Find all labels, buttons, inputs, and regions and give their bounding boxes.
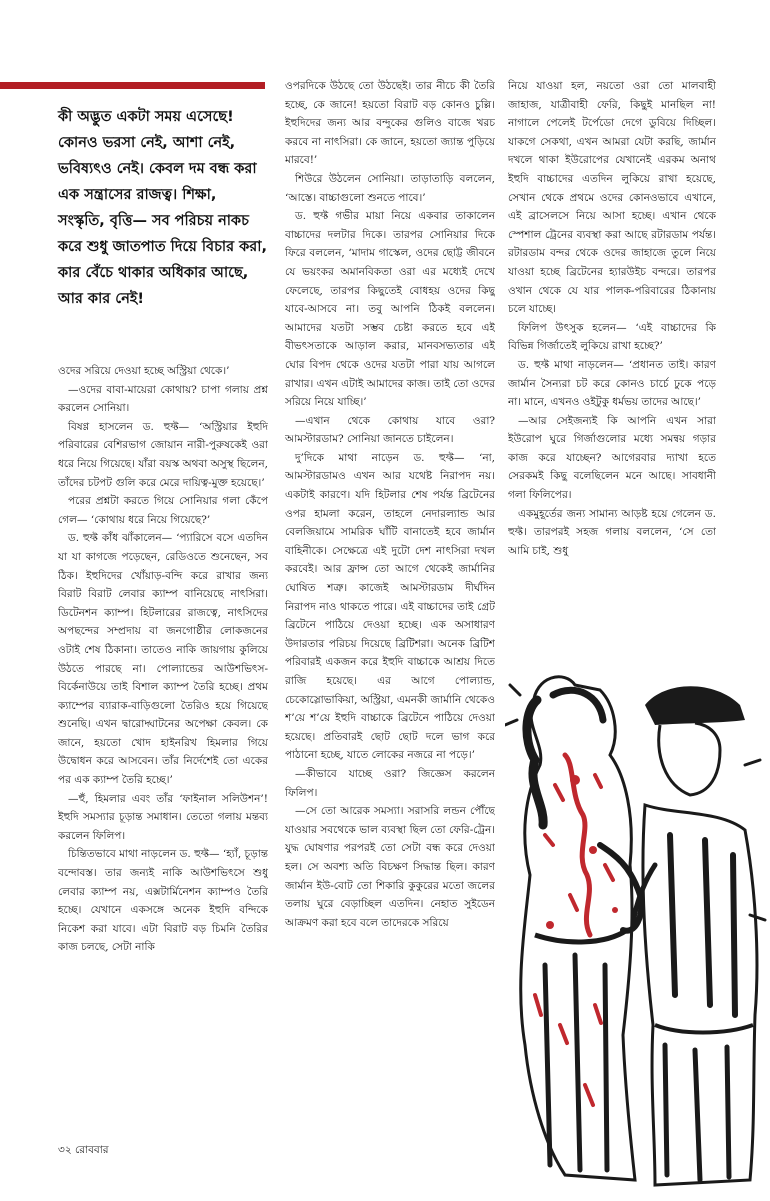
paragraph: ড. হুফ্ট গভীর মায়া নিয়ে একবার তাকালেন বাচ্চাদের দলটার দিকে। তারপর সোনিয়ার দিকে ফিরে বললেন, ‘মাদাম গাস্কেল, ওদের ছোট্ট জীবনে যে ভয়ংকর অমানবিকতা ওরা এর মধ্যেই দেখে ফেলেছে, তারপর কিছুতেই বোধহয় ওদের কিছু যাবে-আসবে না। তবু আপনি ঠিকই বললেন। আমাদের যতটা সম্ভব চেষ্টা করতে হবে এই বীভৎসতাকে আড়াল করার, মানবসভ্যতার এই ঘোর বিপদ থেকে ওদের যতটা পারা যায় আগলে রাখার। এখন এটাই আমাদের কাজ। তাই তো ওদের সরিয়ে নিয়ে যাচ্ছি।’	[285, 210, 495, 409]
paragraph: ওদের সরিয়ে দেওয়া হচ্ছে অস্ট্রিয়া থেকে।’	[58, 365, 230, 377]
paragraph: —সে তো আরেক সমস্যা। সরাসরি লন্ডন পৌঁছে যাওয়ার সবথেকে ভাল ব্যবস্থা ছিল তো ফেরি-ট্রেন। যুদ্ধ ঘোষণার পরপরই তো সেটা বন্ধ করে দেওয়া হল। সে অবশ্য অতি বিচক্ষণ সিদ্ধান্ত ছিল। কারণ জার্মান ইউ-বোট তো শিকারি কুকুরের মতো জলের তলায় ঘুরে বেড়াচ্ছিল এতদিন। নেহাত সুইডেন আক্রমণ করা হবে বলে তাদেরকে সরিয়ে	[285, 805, 495, 929]
paragraph: ওপরদিকে উঠছে তো উঠছেই। তার নীচে কী তৈরি হচ্ছে, কে জানে! হয়তো বিরাট বড় কোনও চুল্লি। ইহুদিদের জন্য আর বন্দুকের গুলিও বাজে খরচ করবে না নাৎসিরা। কে জানে, হয়তো জ্যান্ত পুড়িয়ে মারবে!’	[285, 80, 495, 167]
text-column-3	[508, 77, 716, 677]
paragraph: —ওদের বাবা-মায়েরা কোথায়? চাপা গলায় প্রশ্ন করলেন সোনিয়া।	[58, 383, 268, 415]
page-footer: ৩২ রোববার	[58, 1144, 109, 1156]
paragraph: ড. হুফ্ট মাথা নাড়লেন— ‘প্রধানত তাই। কারণ জার্মান সৈন্যরা চট করে কোনও চার্চে ঢুকে পড়ে না। মানে, এখনও ওইটুকু ধর্মভয় তাদের আছে।’	[508, 358, 716, 409]
paragraph: একমুহূর্তের জন্য সামান্য আড়ষ্ট হয়ে গেলেন ড. হুফ্ট। তারপরই সহজ গলায় বললেন, ‘সে তো আমি চাই, শুধু	[508, 507, 716, 557]
paragraph: —আর সেইজন্যই কি আপনি এখন সারা ইউরোপ ঘুরে গির্জাগুলোর মধ্যে সমন্বয় গড়ার কাজ করে যাচ্ছেন? আগেরবার দ্যাখা হতে সেরকমই কিছু বলেছিলেন মনে আছে। সাবধানী গলা ফিলিপের।	[508, 414, 716, 502]
ink-illustration	[505, 665, 770, 1197]
text-column-2	[285, 77, 495, 1132]
paragraph: দু’দিকে মাথা নাড়েন ড. হুফ্ট— ‘না, আমস্টারডামও এখন আর যথেষ্ট নিরাপদ নয়। একটাই কারণে। যদি হিটলার শেষ পর্যন্ত ব্রিটেনের ওপর হামলা করেন, তাহলে নেদারল্যান্ড আর বেলজিয়ামে সামরিক ঘাঁটি বানাতেই হবে জার্মান বাহিনীকে। সেক্ষেত্রে এই দুটো দেশ নাৎসিরা দখল করবেই। আর ফ্রান্স তো আগে থেকেই জার্মানির ঘোষিত শত্রু। কাজেই আমস্টারডাম দীর্ঘদিন নিরাপদ নাও থাকতে পারে। এই বাচ্চাদের তাই গ্রেট ব্রিটেনে পাঠিয়ে দেওয়া হচ্ছে। এক অসাধারণ উদারতার পরিচয় দিয়েছে ব্রিটিশরা। অনেক ব্রিটিশ পরিবারই একজন করে ইহুদি বাচ্চাকে আশ্রয় দিতে রাজি হয়েছে। এর আগে পোল্যান্ড, চেকোস্লোভাকিয়া, অস্ট্রিয়া, এমনকী জার্মানি থেকেও শ’য়ে শ’য়ে ইহুদি বাচ্চাকে ব্রিটেনে পাঠিয়ে দেওয়া হয়েছে। প্রতিবারই ছোট ছোট দলে ভাগ করে পাঠানো হচ্ছে, যাতে লোকের নজরে না পড়ে।’	[285, 451, 495, 762]
paragraph: পরের প্রশ্নটা করতে গিয়ে সোনিয়ার গলা কেঁপে গেল— ‘কোথায় ধরে নিয়ে গিয়েছে?’	[58, 495, 268, 526]
man-figure	[645, 686, 745, 725]
paragraph: —এখান থেকে কোথায় যাবে ওরা? আমস্টারডাম? সোনিয়া জানতে চাইলেন।	[285, 414, 495, 446]
text-column-1	[58, 362, 268, 1132]
paragraph: নিয়ে যাওয়া হল, নয়তো ওরা তো মালবাহী জাহাজ, যাত্রীবাহী ফেরি, কিছুই মানছিল না! নাগালে পেলেই টর্পেডো দেগে ডুবিয়ে দিচ্ছিল। যাকগে সেকথা, এখন আমরা যেটা করছি, জার্মান দখলে থাকা ইউরোপের যেখানেই এরকম অনাথ ইহুদি বাচ্চাদের এতদিন লুকিয়ে রাখা হয়েছে, সেখান থেকে প্রথমে ওদের কোনওভাবে এখানে, এই ব্রাসেলসে নিয়ে আসা হচ্ছে। এখান থেকে স্পেশাল ট্রেনের ব্যবস্থা করা আছে রটারডাম পর্যন্ত। রটারডাম বন্দর থেকে ওদের জাহাজে তুলে নিয়ে যাওয়া হচ্ছে ব্রিটেনের হ্যারউইচ বন্দরে। তারপর ওখান থেকে যে যার পালক-পরিবারের ঠিকানায় চলে যাচ্ছে।	[508, 80, 716, 316]
paragraph: শিউরে উঠলেন সোনিয়া। তাড়াতাড়ি বললেন, ‘আস্তে। বাচ্চাগুলো শুনতে পাবে।’	[285, 172, 495, 204]
paragraph: ফিলিপ উৎসুক হলেন— ‘এই বাচ্চাদের কি বিভিন্ন গির্জাতেই লুকিয়ে রাখা হচ্ছে?’	[508, 321, 716, 353]
paragraph: ড. হুফ্ট কাঁধ ঝাঁকালেন— ‘প্যারিসে বসে এতদিন যা যা কাগজে পড়েছেন, রেডিওতে শুনেছেন, সব ঠিক। ইহুদিদের খোঁয়াড়-বন্দি করে রাখার জন্য বিরাট বিরাট লেবার ক্যাম্প বানিয়েছে নাৎসিরা। ডিটেনশন ক্যাম্প। হিটলারের রাজত্বে, নাৎসিদের অপছন্দের সম্প্রদায় বা জনগোষ্ঠীর লোকজনের ওটাই শেষ ঠিকানা। তাতেও নাকি জায়গায় কুলিয়ে উঠতে পারছে না। পোল্যান্ডের আউশভিৎস-বির্কেনাউয়ে তাই বিশাল ক্যাম্প তৈরি হচ্ছে। প্রথম ক্যাম্পের ব্যারাক-বাড়িগুলো তৈরিও হয়ে গিয়েছে শুনেছি। এখন দ্বারোদ্ঘাটনের অপেক্ষা কেবল। কে জানে, হয়তো খোদ হাইনরিখ হিমলার গিয়ে উদ্বোধন করে আসবেন। তাঁর নির্দেশেই তো একের পর এক ক্যাম্প তৈরি হচ্ছে।’	[58, 532, 268, 787]
paragraph: —হুঁ, হিমলার এবং তাঁর ‘ফাইনাল সলিউশন’! ইহুদি সমস্যার চূড়ান্ত সমাধান। তেতো গলায় মন্তব্য করলেন ফিলিপ।	[58, 792, 268, 842]
paragraph: বিষণ্ণ হাসলেন ড. হুফ্ট— ‘অস্ট্রিয়ার ইহুদি পরিবারের বেশিরভাগ জোয়ান নারী-পুরুষকেই ওরা ধরে নিয়ে গিয়েছে। যাঁরা বয়স্ক অথবা অসুস্থ ছিলেন, তাঁদের চটপট গুলি করে মেরে দায়িত্ব-মুক্ত হয়েছে।’	[58, 420, 268, 489]
two-figures-illustration	[505, 665, 770, 1197]
pull-quote: কী অদ্ভুত একটা সময় এসেছে! কোনও ভরসা নেই, আশা নেই, ভবিষ্যৎও নেই। কেবল দম বন্ধ করা এক সন্ত্রাসের রাজত্ব। শিক্ষা, সংস্কৃতি, বৃত্তি— সব পরিচয় নাকচ করে শুধু জাতপাত দিয়ে বিচার করা, কার বেঁচে থাকার অধিকার আছে, আর কার নেই!	[58, 109, 267, 307]
paragraph: চিন্তিতভাবে মাথা নাড়লেন ড. হুফ্ট— ‘হ্যাঁ, চূড়ান্ত বন্দোবস্ত। তার জন্যই নাকি আউশভিৎসে শুধু লেবার ক্যাম্প নয়, এক্সটার্মিনেশন ক্যাম্পও তৈরি হচ্ছে। যেখানে একসঙ্গে অনেক ইহুদি বন্দিকে নিকেশ করা যাবে। এটা বিরাট বড় চিমনি তৈরির কাজ চলছে, সেটা নাকি	[58, 848, 268, 954]
paragraph: —কীভাবে যাচ্ছে ওরা? জিজ্ঞেস করলেন ফিলিপ।	[285, 767, 495, 799]
accent-rule	[0, 82, 265, 89]
